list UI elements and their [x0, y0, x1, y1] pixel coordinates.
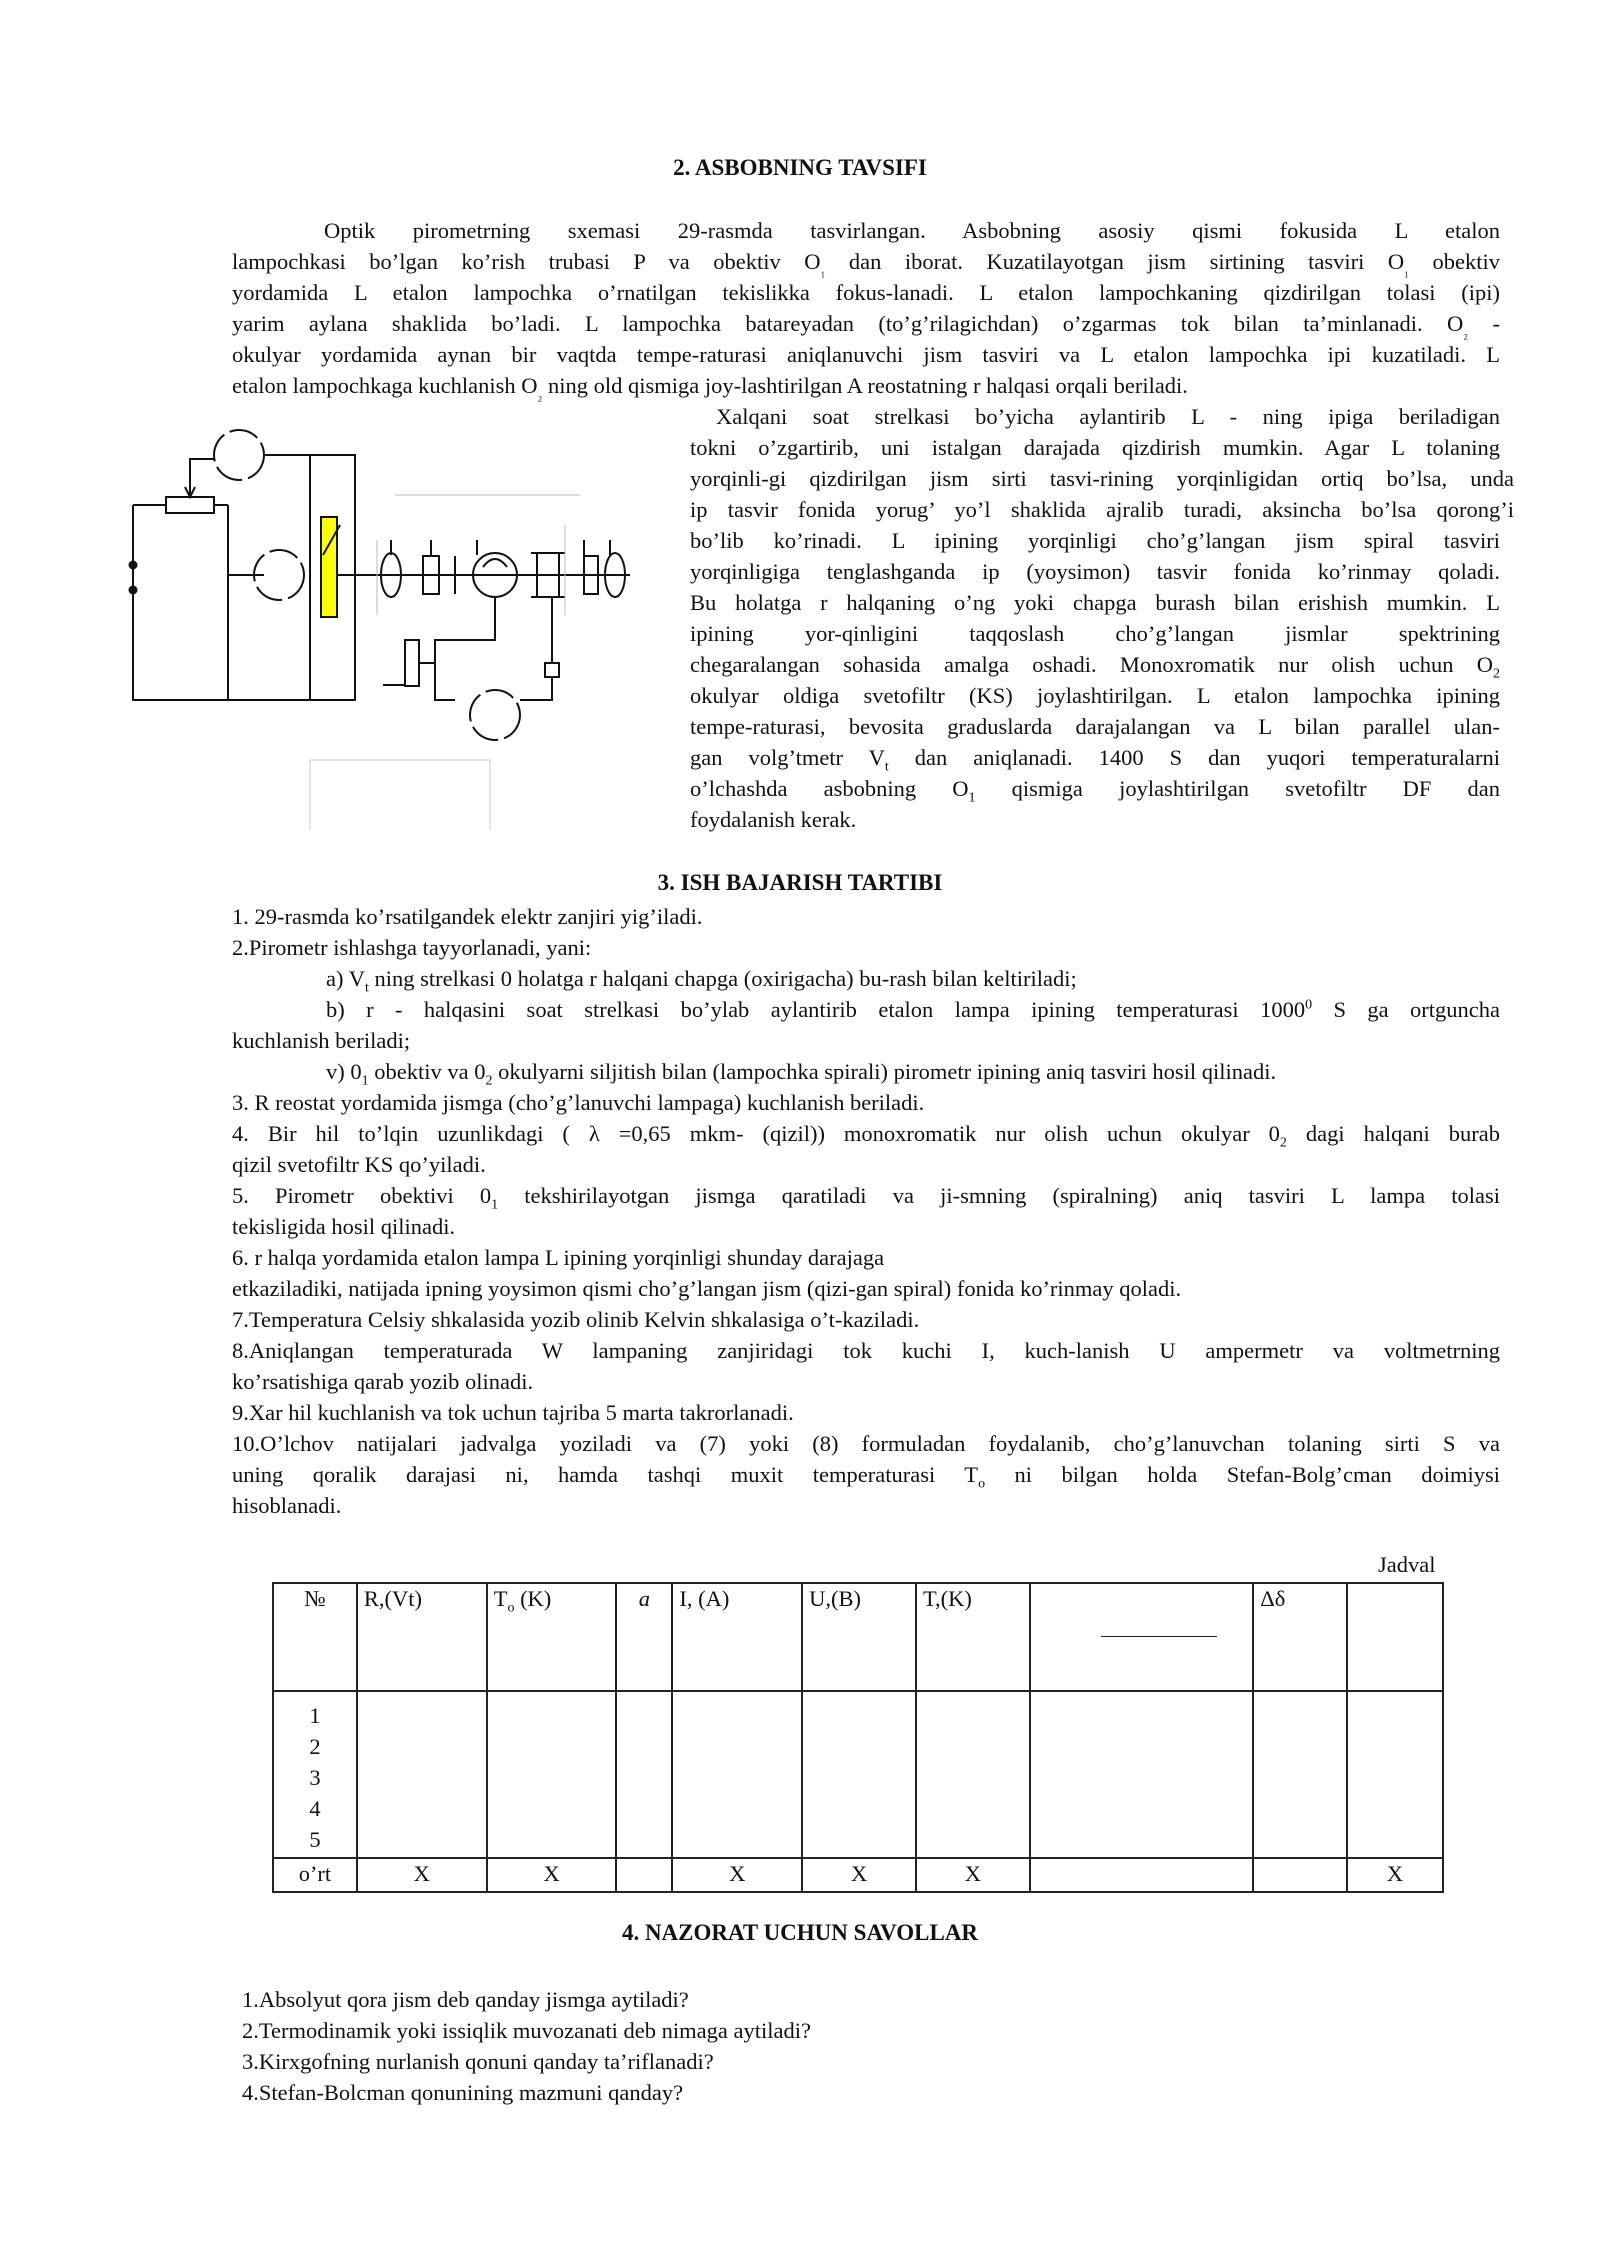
paragraph-line: yorqinli-gi qizdirilgan jism sirti tasvi-rining yorqinligidan ortiq bo’lsa, unda [690, 466, 1514, 491]
section-2-title: 2. ASBOBNING TAVSIFI [673, 155, 927, 180]
header-cell: № [273, 1583, 357, 1691]
step-5-cont: tekisligida hosil qilinadi. [232, 1214, 456, 1239]
paragraph-line: okulyar oldiga svetofiltr (KS) joylashtirilgan. L etalon lampochka ipining [690, 683, 1500, 708]
paragraph-line: o’lchashda asbobning $O_1$ qismiga joylashtirilgan svetofiltr DF dan [690, 776, 1500, 806]
header-cell: R,(Vt) [357, 1583, 487, 1691]
step-8: 8.Aniqlangan temperaturada W lampaning zanjiridagi tok kuchi I, kuch-lanish U ampermetr va voltmetrning [232, 1338, 1500, 1363]
table-cell [1347, 1691, 1443, 1858]
footer-cell: X [916, 1858, 1030, 1892]
section-3-title: 3. ISH BAJARISH TARTIBI [657, 870, 943, 895]
table-row [273, 1691, 1443, 1858]
table-caption: Jadval [1378, 1552, 1436, 1577]
step-3: 3. R reostat yordamida jismga (cho’g’lanuvchi lampaga) kuchlanish beriladi. [232, 1090, 925, 1115]
table-cell [916, 1691, 1030, 1858]
table-cell [1253, 1691, 1347, 1858]
table-cell [1030, 1691, 1253, 1858]
footer-cell: X [357, 1858, 487, 1892]
question-item: 1.Absolyut qora jism deb qanday jismga aytiladi? [242, 1987, 689, 2012]
paragraph-line: chegaralangan sohasida amalga oshadi. Monoxromatik nur olish uchun $O_2$ [690, 652, 1500, 682]
step-4: 4. Bir hil to’lqin uzunlikdagi ( λ =0,65 mkm- (qizil)) monoxromatik nur olish uchun okulyar $0_2$ dagi halqani burab [232, 1121, 1501, 1151]
section-4-title: 4. NAZORAT UCHUN SAVOLLAR [621, 1920, 979, 1945]
paragraph-line: bo’lib ko’rinadi. L ipining yorqinligi cho’g’langan jism spiral tasviri [690, 528, 1500, 553]
paragraph-line: yorqinligiga tenglashganda ip (yoysimon) tasvir fonida ko’rinmay qoladi. [690, 559, 1500, 584]
header-cell: a [616, 1583, 672, 1691]
table-cell [357, 1691, 487, 1858]
question-item: 2.Termodinamik yoki issiqlik muvozanati deb nimaga aytiladi? [242, 2018, 811, 2043]
paragraph-line: Xalqani soat strelkasi bo’yicha aylantirib L - ning ipiga beriladigan [716, 404, 1500, 429]
row-numbers [273, 1691, 357, 1858]
step-9: 9.Xar hil kuchlanish va tok uchun tajriba 5 marta takrorlanadi. [232, 1400, 794, 1425]
row-number: 4 [309, 1796, 321, 1821]
fraction-bar [1101, 1636, 1217, 1637]
table-cell [616, 1691, 672, 1858]
header-cell: I, (A) [672, 1583, 802, 1691]
paragraph-line: lampochkasi bo’lgan ko’rish trubasi P va obektiv $O_{_1}$ dan iborat. Kuzatilayotgan jism sirtining tasviri $O_{_1}$ obektiv [232, 249, 1500, 279]
step-2b-cont: kuchlanish beriladi; [232, 1028, 411, 1053]
paragraph-line: ipining yor-qinligini taqqoslash cho’g’langan jismlar spektrining [690, 621, 1500, 646]
footer-cell: X [802, 1858, 916, 1892]
row-number: 2 [309, 1734, 321, 1759]
header-cell: U,(B) [802, 1583, 916, 1691]
paragraph-line: Bu holatga r halqaning o’ng yoki chapga burash bilan erishish mumkin. L [690, 590, 1500, 615]
paragraph-line: gan volg’tmetr $V_t$ dan aniqlanadi. 1400 S dan yuqori temperaturalarni [690, 745, 1500, 775]
question-item: 3.Kirxgofning nurlanish qonuni qanday ta’riflanadi? [242, 2049, 714, 2074]
header-cell [1030, 1583, 1253, 1691]
paragraph-line: foydalanish kerak. [690, 807, 857, 832]
paragraph-line: ip tasvir fonida yorug’ yo’l shaklida ajralib turadi, aksincha bo’lsa qorong’i [690, 497, 1514, 522]
step-2: 2.Pirometr ishlashga tayyorlanadi, yani: [232, 935, 592, 960]
step-4-cont: qizil svetofiltr KS qo’yiladi. [232, 1152, 486, 1177]
footer-cell [1030, 1858, 1253, 1892]
step-10-b: uning qoralik darajasi ni, hamda tashqi muxit temperaturasi $T_o$ ni bilgan holda Stefan-Bolg’cman doimiysi [232, 1462, 1500, 1492]
step-6: 6. r halqa yordamida etalon lampa L ipining yorqinligi shunday darajaga [232, 1245, 885, 1270]
table-cell [487, 1691, 617, 1858]
footer-cell: X [672, 1858, 802, 1892]
table-header-row [273, 1583, 1443, 1691]
step-1: 1. 29-rasmda ko’rsatilgandek elektr zanjiri yig’iladi. [232, 904, 703, 929]
pyrometer-schematic [125, 415, 680, 835]
header-cell [1347, 1583, 1443, 1691]
row-number: 3 [309, 1765, 321, 1790]
footer-cell [1253, 1858, 1347, 1892]
step-10: 10.O’lchov natijalari jadvalga yoziladi va (7) yoki (8) formuladan foydalanib, cho’g’lanuvchan tolaning sirti S va [232, 1431, 1500, 1456]
table-footer-row [273, 1858, 1443, 1892]
table-cell [802, 1691, 916, 1858]
step-10-cont: hisoblanadi. [232, 1493, 342, 1518]
step-2b: b) r - halqasini soat strelkasi bo’ylab aylantirib etalon lampa ipining temperaturasi 1000$^0$ S ga ortguncha [326, 997, 1500, 1022]
footer-cell: X [487, 1858, 617, 1892]
paragraph-line: tempe-raturasi, bevosita graduslarda darajalangan va L bilan parallel ulan- [690, 714, 1500, 739]
footer-cell: o’rt [273, 1858, 357, 1892]
footer-cell [616, 1858, 672, 1892]
results-table [272, 1582, 1444, 1893]
footer-cell: X [1347, 1858, 1443, 1892]
paragraph-line: tokni o’zgartirib, uni istalgan darajada qizdirish mumkin. Agar L tolaning [690, 435, 1500, 460]
step-7: 7.Temperatura Celsiy shkalasida yozib olinib Kelvin shkalasiga o’t-kaziladi. [232, 1307, 920, 1332]
paragraph-line: yordamida L etalon lampochka o’rnatilgan tekislikka fokus-lanadi. L etalon lampochkaning qizdirilgan tolasi (ipi) [232, 280, 1500, 305]
step-5: 5. Pirometr obektivi $0_1$ tekshirilayotgan jismga qaratiladi va ji-smning (spiralning) aniq tasviri L lampa tolasi [232, 1183, 1500, 1213]
paragraph-line: okulyar yordamida aynan bir vaqtda tempe-raturasi aniqlanuvchi jism tasviri va L etalon lampochka ipi kuzatiladi. L [232, 342, 1500, 367]
paragraph-line: Optik pirometrning sxemasi 29-rasmda tasvirlangan. Asbobning asosiy qismi fokusida L etalon [324, 218, 1500, 243]
paragraph-line: yarim aylana shaklida bo’ladi. L lampochka batareyadan (to’g’rilagichdan) o’zgarmas tok bilan ta’minlanadi. $O_{_2}$ - [232, 311, 1500, 341]
header-cell: Δδ [1253, 1583, 1347, 1691]
header-cell: $T_o$ (K) [487, 1583, 617, 1691]
row-number: 1 [309, 1703, 321, 1728]
step-8-cont: ko’rsatishiga qarab yozib olinadi. [232, 1369, 534, 1394]
table-cell [672, 1691, 802, 1858]
row-number: 5 [309, 1827, 321, 1852]
header-cell: T,(K) [916, 1583, 1030, 1691]
step-2a: a) $V_t$ ning strelkasi 0 holatga r halqani chapga (oxirigacha) bu-rash bilan keltiriladi; [326, 966, 1077, 996]
step-6-cont: etkaziladiki, natijada ipning yoysimon qismi cho’g’langan jism (qizi-gan spiral) fonida ko’rinmay qoladi. [232, 1276, 1182, 1301]
question-item: 4.Stefan-Bolcman qonunining mazmuni qanday? [242, 2080, 684, 2105]
paragraph-line: etalon lampochkaga kuchlanish $O_{_2}$ ning old qismiga joy-lashtirilgan A reostatning r halqasi orqali beriladi. [232, 373, 1188, 403]
step-2v: v) $0_1$ obektiv va $0_2$ okulyarni siljitish bilan (lampochka spirali) pirometr ipining aniq tasviri hosil qilinadi. [326, 1059, 1277, 1089]
